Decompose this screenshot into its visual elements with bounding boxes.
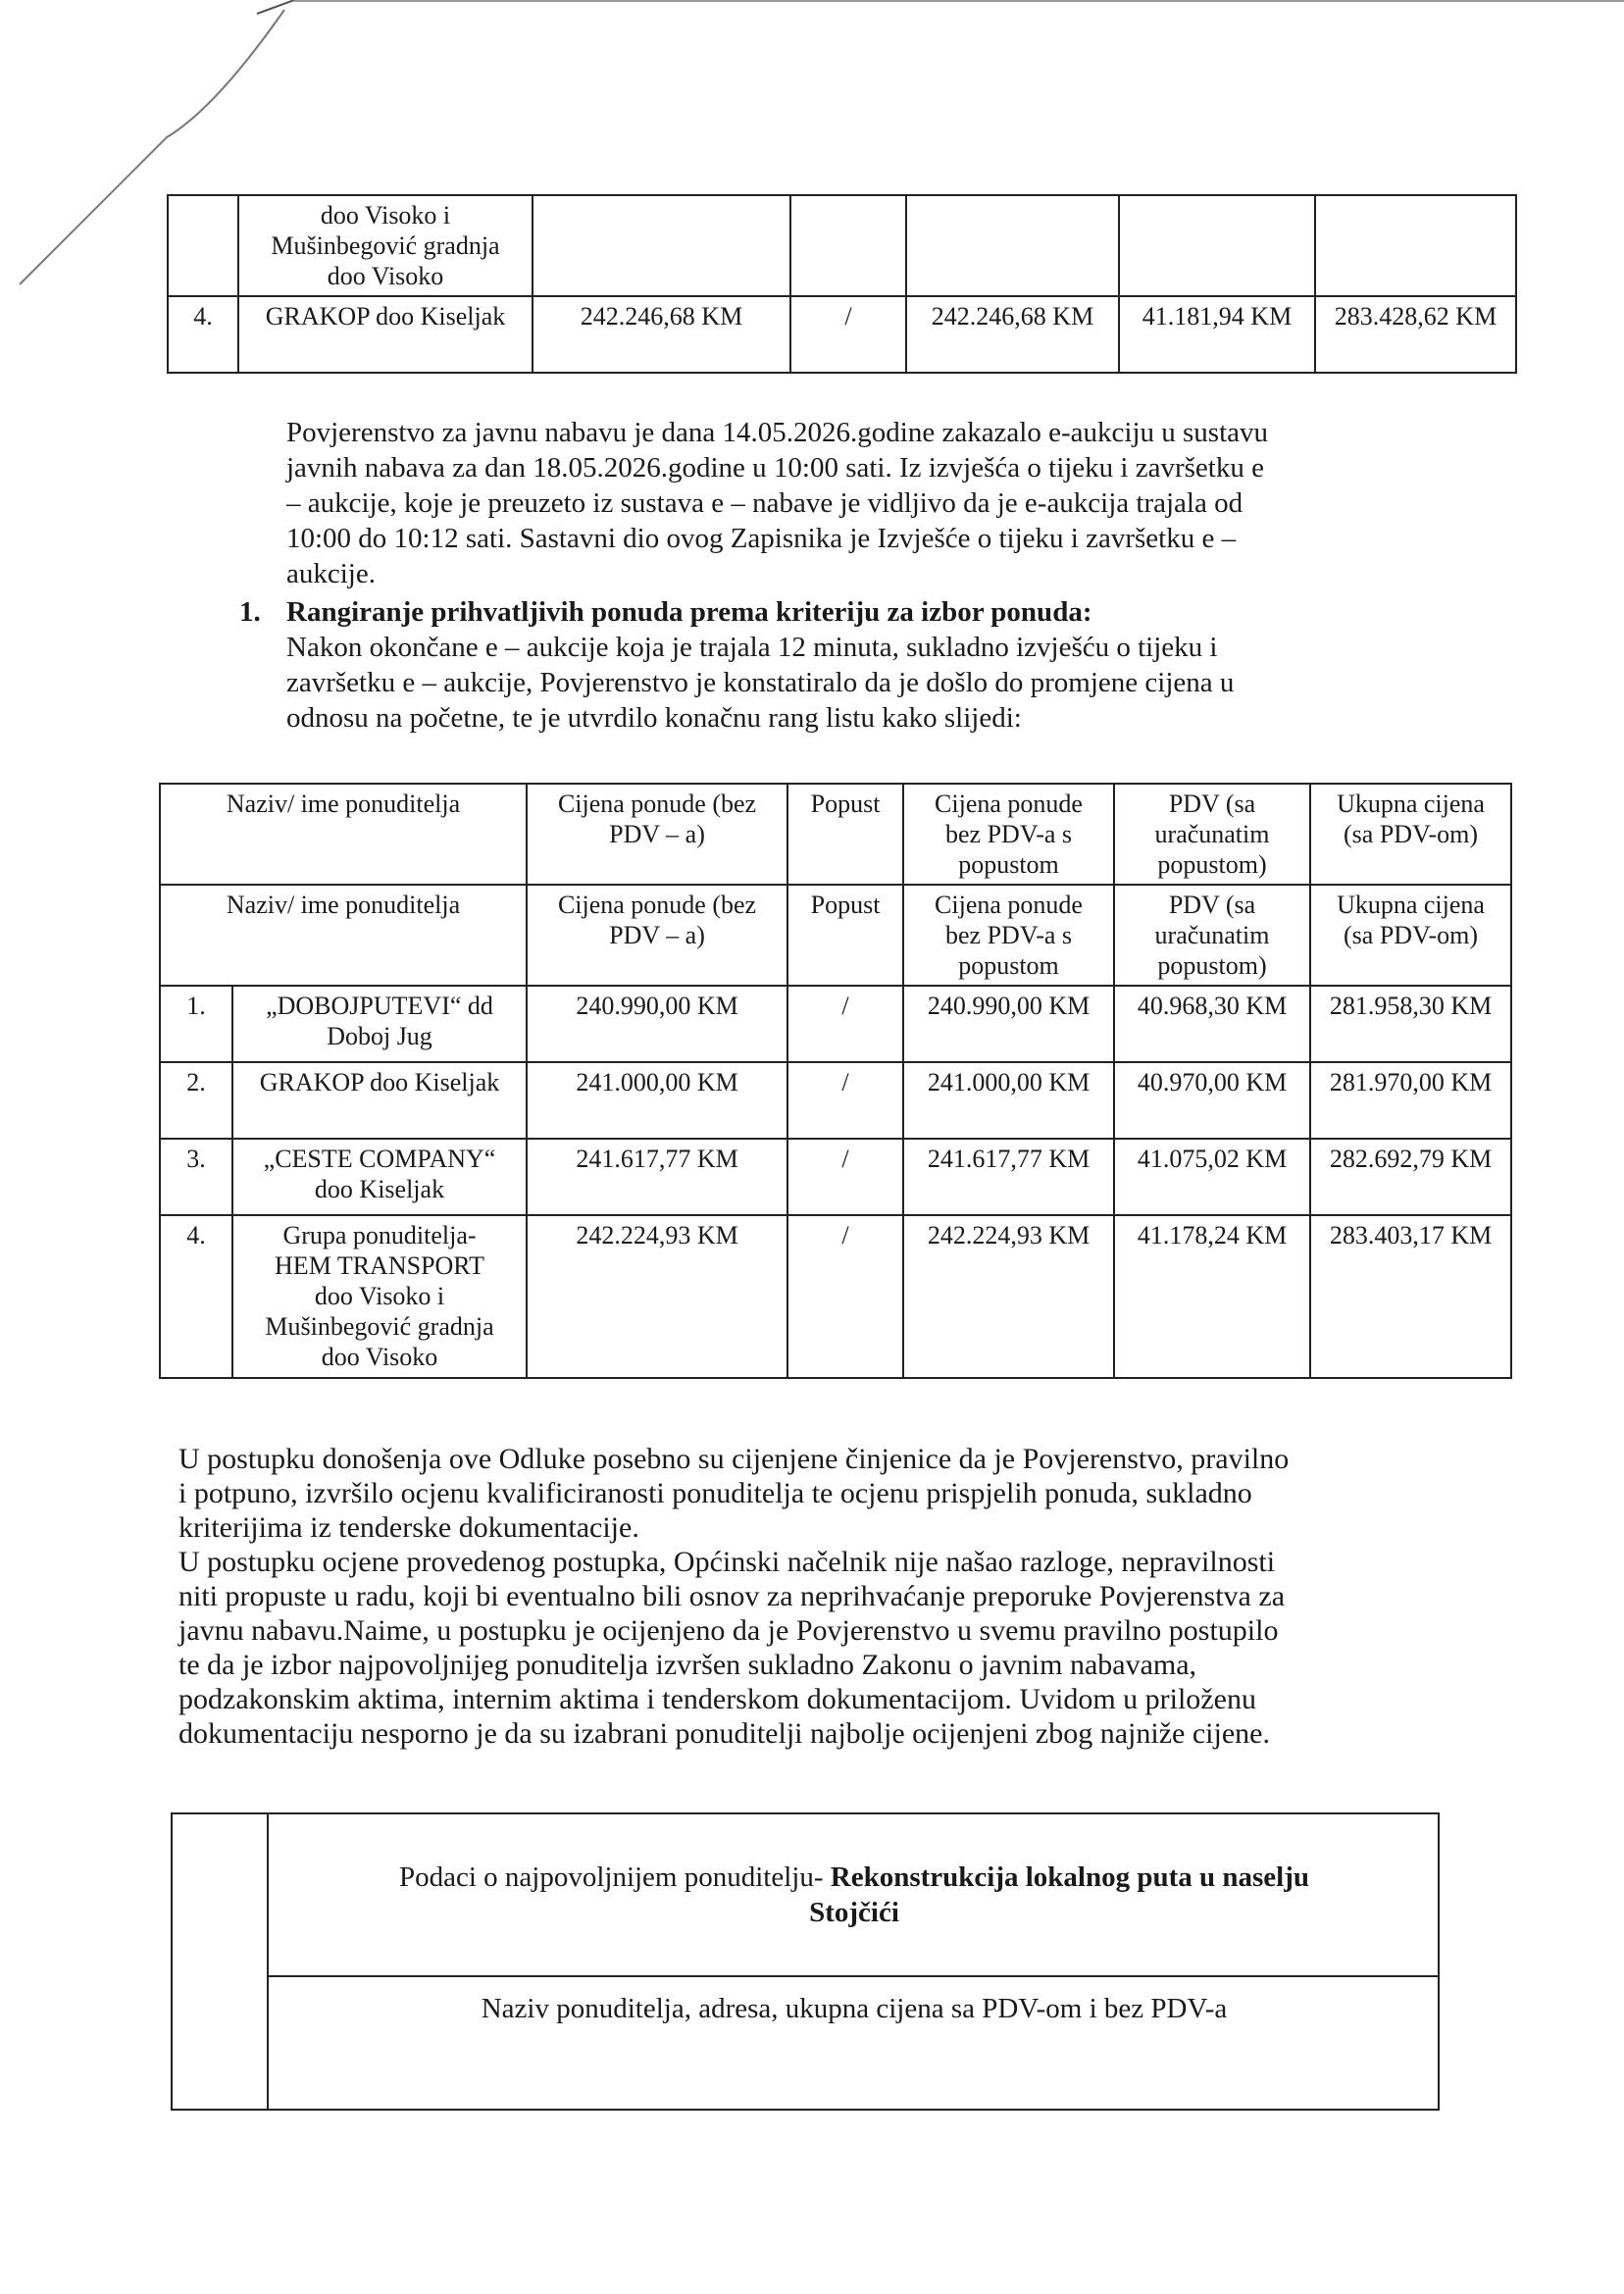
table-row: [160, 1139, 1511, 1215]
header-total: Ukupna cijena (sa PDV-om): [1310, 885, 1511, 986]
vat-cell: 41.178,24 KM: [1114, 1215, 1310, 1378]
header-price-discount: Cijena ponude bez PDV-a s popustom: [903, 784, 1114, 885]
auction-paragraph: Povjerenstvo za javnu nabavu je dana 14.05.2026.godine zakazalo e-aukciju u sustavu javnih nabava za dan 18.05.2026.godine u 10:00 sati. Iz izvješća o tijeku i završetku e – aukcije, koje je preuzeto iz sustava e – nabave je vidljivo da je e-aukcija trajala od 10:00 do 10:12 sati. Sastavni dio ovog Zapisnika je Izvješće o tijeku i završetku e – aukcije.: [286, 417, 1268, 589]
box-left-column: [173, 1814, 269, 2109]
price-cell: 242.224,93 KM: [527, 1215, 787, 1378]
header-vat: PDV (sa uračunatim popustom): [1114, 885, 1310, 986]
table-row: [168, 296, 1516, 373]
header-total: Ukupna cijena (sa PDV-om): [1310, 784, 1511, 885]
price-cell: 240.990,00 KM: [527, 986, 787, 1062]
bidder-name: doo Visoko i Mušinbegović gradnja doo Visoko: [238, 195, 533, 296]
section-number: 1.: [239, 596, 261, 628]
top-edge-line: [294, 0, 1624, 2]
bidder-name: GRAKOP doo Kiseljak: [238, 296, 533, 373]
row-number: 1.: [160, 986, 232, 1062]
bidder-name: „CESTE COMPANY“ doo Kiseljak: [232, 1139, 527, 1215]
total-cell: 283.403,17 KM: [1310, 1215, 1511, 1378]
row-number: 4.: [160, 1215, 232, 1378]
discount-cell: /: [787, 1062, 903, 1139]
price-discount-cell: 240.990,00 KM: [903, 986, 1114, 1062]
header-price-discount: Cijena ponude bez PDV-a s popustom: [903, 885, 1114, 986]
box-title: Podaci o najpovoljnijem ponuditelju- Rekonstrukcija lokalnog puta u naselju Stojčići: [398, 1861, 1310, 1928]
price-cell: 242.246,68 KM: [533, 296, 790, 373]
row-number: 4.: [168, 296, 238, 373]
best-bidder-box: [171, 1812, 1440, 2111]
header-vat: PDV (sa uračunatim popustom): [1114, 784, 1310, 885]
vat-cell: 40.968,30 KM: [1114, 986, 1310, 1062]
bidder-name: GRAKOP doo Kiseljak: [232, 1062, 527, 1139]
vat-cell: 40.970,00 KM: [1114, 1062, 1310, 1139]
header-bidder: Naziv/ ime ponuditelja: [160, 885, 527, 986]
decision-paragraph: U postupku donošenja ove Odluke posebno su cijenjene činjenice da je Povjerenstvo, pravilno i potpuno, izvršilo ocjenu kvalificiranosti ponuditelja te ocjenu prispjelih ponuda, sukladno kriterijima iz tenderske dokumentacije. U postupku ocjene provedenog postupka, Općinski načelnik nije našao razloge, nepravilnosti niti propuste u radu, koji bi eventualno bili osnov za neprihvaćanje preporuke Povjerenstva za javnu nabavu.Naime, u postupku je ocijenjeno da je Povjerenstvo u svemu pravilno postupilo te da je izbor najpovoljnijeg ponuditelja izvršen sukladno Zakonu o javnim nabavama, podzakonskim aktima, internim aktima i tenderskom dokumentacijom. Uvidom u priloženu dokumentaciju nesporno je da su izabrani ponuditelji najbolje ocijenjeni zbog najniže cijene.: [178, 1443, 1290, 1750]
total-cell: 283.428,62 KM: [1315, 296, 1516, 373]
ranking-table: [159, 783, 1512, 1379]
table-header-row: [160, 784, 1511, 885]
total-cell: 282.692,79 KM: [1310, 1139, 1511, 1215]
row-number: 2.: [160, 1062, 232, 1139]
table-row: [160, 1062, 1511, 1139]
discount-cell: /: [787, 986, 903, 1062]
discount-cell: /: [787, 1215, 903, 1378]
header-price: Cijena ponude (bez PDV – a): [527, 885, 787, 986]
header-bidder: Naziv/ ime ponuditelja: [160, 784, 527, 885]
row-number: 3.: [160, 1139, 232, 1215]
table-row: [168, 195, 1516, 296]
vat-cell: 41.181,94 KM: [1119, 296, 1315, 373]
price-cell: 241.617,77 KM: [527, 1139, 787, 1215]
box-row-divider: [267, 1975, 1438, 1977]
price-discount-cell: 241.000,00 KM: [903, 1062, 1114, 1139]
row-number: [168, 195, 238, 296]
price-discount-cell: 242.224,93 KM: [903, 1215, 1114, 1378]
price-discount-cell: 241.617,77 KM: [903, 1139, 1114, 1215]
header-discount: Popust: [787, 784, 903, 885]
section-paragraph: Nakon okončane e – aukcije koja je trajala 12 minuta, sukladno izvješću o tijeku i završetku e – aukcije, Povjerenstvo je konstatiralo da je došlo do promjene cijena u odnosu na početne, te je utvrdilo konačnu rang listu kako slijedi:: [286, 632, 1235, 734]
price-discount-cell: 242.246,68 KM: [906, 296, 1119, 373]
total-cell: 281.958,30 KM: [1310, 986, 1511, 1062]
table-row: [160, 986, 1511, 1062]
box-subtitle: Naziv ponuditelja, adresa, ukupna cijena sa PDV-om i bez PDV-a: [481, 1993, 1228, 2024]
price-cell: 241.000,00 KM: [527, 1062, 787, 1139]
vat-cell: 41.075,02 KM: [1114, 1139, 1310, 1215]
header-discount: Popust: [787, 885, 903, 986]
header-price: Cijena ponude (bez PDV – a): [527, 784, 787, 885]
table-row: [160, 1215, 1511, 1378]
bidder-name: „DOBOJPUTEVI“ dd Doboj Jug: [232, 986, 527, 1062]
section-title: Rangiranje prihvatljivih ponuda prema kriteriju za izbor ponuda:: [286, 596, 1092, 628]
total-cell: 281.970,00 KM: [1310, 1062, 1511, 1139]
top-continuation-table: [167, 194, 1517, 374]
discount-cell: /: [787, 1139, 903, 1215]
discount-cell: /: [790, 296, 906, 373]
bidder-name: Grupa ponuditelja- HEM TRANSPORT doo Visoko i Mušinbegović gradnja doo Visoko: [232, 1215, 527, 1378]
table-header-row: [160, 885, 1511, 986]
